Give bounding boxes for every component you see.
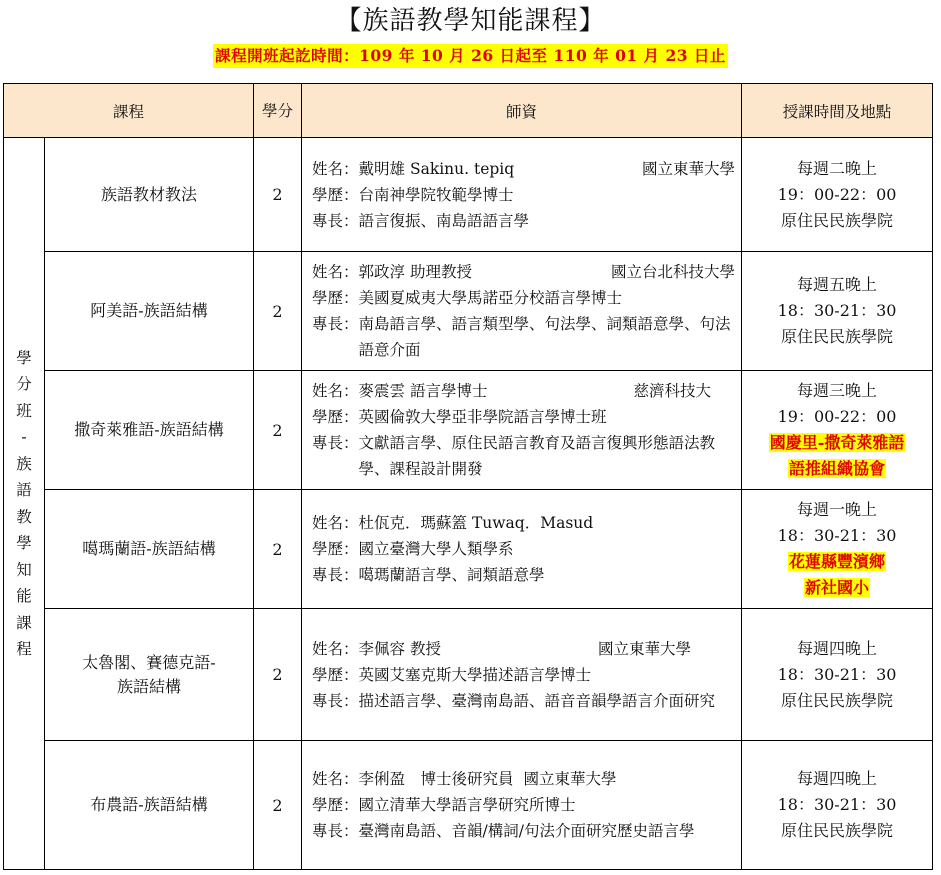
label-name: 姓名： (312, 639, 359, 658)
teacher-info (302, 371, 742, 490)
page-title: 【族語教學知能課程】 (335, 6, 606, 36)
teacher-specialty: 文獻語言學、原住民語言教育及語言復興形態語法教學、課程設計開發 (358, 434, 716, 478)
schedule-location-highlight: 花蓮縣豐濱鄉 (789, 552, 886, 571)
course-period-banner: 課程開班起訖時間：109 年 10 月 26 日起至 110 年 01 月 23 日止 (213, 44, 728, 68)
schedule-day: 每週三晚上 (797, 381, 878, 400)
schedule-location: 原住民民族學院 (781, 210, 894, 230)
course-name: 撒奇萊雅語-族語結構 (45, 371, 254, 490)
teacher-education: 英國艾塞克斯大學描述語言學博士 (358, 665, 592, 684)
table-row (4, 609, 933, 741)
course-table (3, 83, 933, 870)
label-spec: 專長： (312, 691, 359, 710)
schedule-day: 每週五晚上 (797, 275, 878, 294)
teacher-name: 麥震雲 語言學博士 (358, 382, 488, 400)
course-name: 阿美語-族語結構 (45, 252, 254, 371)
table-header-row (4, 84, 933, 138)
schedule-day: 每週四晚上 (797, 638, 878, 658)
table-row (4, 490, 933, 609)
schedule-time: 19：00-22：00 (777, 184, 897, 204)
teacher-specialty: 描述語言學、臺灣南島語、語音音韻學語言介面研究 (358, 691, 716, 710)
schedule-cell (742, 138, 933, 252)
schedule-time: 18：30-21：30 (777, 526, 897, 545)
header-teacher: 師資 (302, 84, 742, 138)
header-course: 課程 (4, 84, 254, 138)
teacher-name: 杜佤克．瑪蘇篕 Tuwaq．Masud (358, 514, 594, 532)
course-credit: 2 (254, 252, 302, 371)
group-label: 學 分 班 - 族 語 教 學 知 能 課 程 (16, 348, 32, 658)
schedule-time: 18：30-21：30 (777, 664, 897, 684)
label-name: 姓名： (312, 770, 359, 788)
table-row (4, 371, 933, 490)
schedule-location: 原住民民族學院 (781, 327, 894, 346)
schedule-location-highlight: 新社國小 (805, 578, 870, 597)
teacher-specialty: 噶瑪蘭語言學、詞類語意學 (358, 566, 545, 584)
teacher-education: 英國倫敦大學亞非學院語言學博士班 (358, 408, 607, 426)
teacher-info (302, 490, 742, 609)
schedule-location-highlight: 語推組織協會 (789, 459, 886, 478)
teacher-education: 美國夏威夷大學馬諾亞分校語言學博士 (358, 289, 623, 307)
label-spec: 專長： (312, 822, 359, 840)
label-name: 姓名： (312, 159, 359, 178)
label-edu: 學歷： (312, 796, 359, 814)
course-name: 布農語-族語結構 (45, 741, 254, 870)
teacher-info (302, 252, 742, 371)
course-name: 噶瑪蘭語-族語結構 (45, 490, 254, 609)
course-credit: 2 (254, 609, 302, 741)
schedule-location-highlight: 國慶里-撒奇萊雅語 (769, 433, 905, 452)
teacher-name: 郭政淳 助理教授 (358, 263, 472, 281)
teacher-info (302, 609, 742, 741)
label-name: 姓名： (312, 382, 359, 400)
course-credit: 2 (254, 138, 302, 252)
teacher-school: 國立東華大學 (523, 770, 617, 788)
label-edu: 學歷： (312, 665, 359, 684)
schedule-cell (742, 371, 933, 490)
table-row (4, 252, 933, 371)
course-credit: 2 (254, 490, 302, 609)
table-row (4, 138, 933, 252)
course-name (45, 609, 254, 741)
label-edu: 學歷： (312, 185, 359, 204)
schedule-cell (742, 741, 933, 870)
schedule-time: 19：00-22：00 (777, 407, 897, 426)
teacher-school: 國立東華大學 (642, 159, 736, 178)
schedule-cell (742, 490, 933, 609)
teacher-specialty: 臺灣南島語、音韻/構詞/句法介面研究歷史語言學 (358, 822, 695, 840)
teacher-school: 慈濟科技大 (633, 382, 712, 400)
teacher-specialty: 南島語言學、語言類型學、句法學、詞類語意學、句法語意介面 (358, 315, 731, 359)
label-edu: 學歷： (312, 540, 359, 558)
schedule-time: 18：30-21：30 (777, 795, 897, 814)
label-name: 姓名： (312, 514, 359, 532)
header-credit: 學分 (254, 84, 302, 138)
teacher-education: 國立臺灣大學人類學系 (358, 540, 514, 558)
schedule-cell (742, 609, 933, 741)
schedule-cell (742, 252, 933, 371)
teacher-info (302, 138, 742, 252)
label-spec: 專長： (312, 434, 359, 452)
teacher-school: 國立台北科技大學 (611, 263, 736, 281)
schedule-day: 每週四晚上 (797, 769, 878, 788)
table-row (4, 741, 933, 870)
label-name: 姓名： (312, 263, 359, 281)
teacher-education: 台南神學院牧範學博士 (358, 185, 514, 204)
label-spec: 專長： (312, 315, 359, 333)
header-schedule: 授課時間及地點 (742, 84, 933, 138)
label-spec: 專長： (312, 211, 359, 230)
course-credit: 2 (254, 371, 302, 490)
label-edu: 學歷： (312, 289, 359, 307)
course-name: 族語教材教法 (45, 138, 254, 252)
schedule-day: 每週二晚上 (797, 158, 878, 178)
teacher-name: 李俐盈 博士後研究員 (358, 770, 514, 788)
group-label-cell (4, 138, 45, 870)
teacher-school: 國立東華大學 (598, 639, 692, 658)
teacher-name: 戴明雄 Sakinu. tepiq (358, 159, 515, 178)
label-edu: 學歷： (312, 408, 359, 426)
teacher-name: 李佩容 教授 (358, 639, 441, 658)
schedule-time: 18：30-21：30 (777, 301, 897, 320)
course-name-line: 族語結構 (117, 676, 182, 696)
course-credit: 2 (254, 741, 302, 870)
schedule-location: 原住民民族學院 (781, 690, 894, 710)
label-spec: 專長： (312, 566, 359, 584)
schedule-location: 原住民民族學院 (781, 821, 894, 840)
teacher-info (302, 741, 742, 870)
course-name-line: 太魯閣、賽德克語- (82, 652, 216, 672)
teacher-specialty: 語言復振、南島語語言學 (358, 211, 530, 230)
schedule-day: 每週一晚上 (797, 500, 878, 519)
teacher-education: 國立清華大學語言學研究所博士 (358, 796, 576, 814)
